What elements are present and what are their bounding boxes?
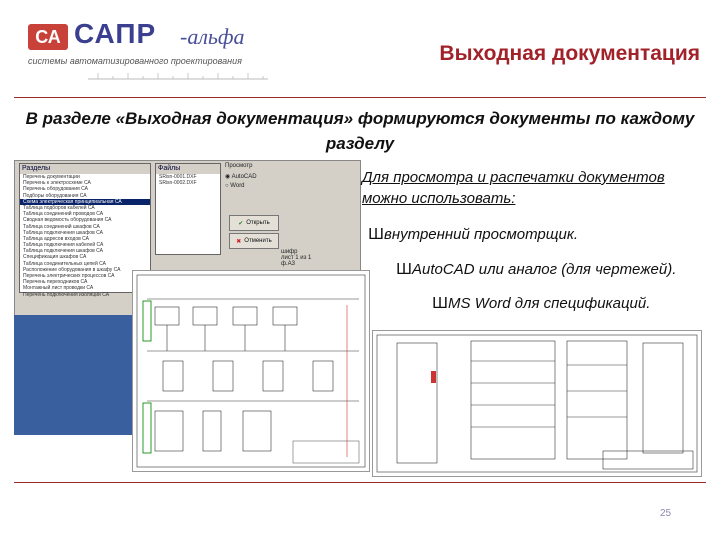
file-item[interactable]: SRisn-0001.DXF: [159, 174, 197, 180]
section-item[interactable]: Таблица адресов входов СА: [23, 235, 89, 242]
document-info: [281, 249, 311, 267]
info-line: лист 1 из 1: [281, 255, 312, 261]
page-number: 25: [660, 508, 672, 519]
logo: [28, 18, 268, 82]
viewer-label: Просмотр: [225, 163, 253, 169]
cabinet-drawing-preview: [372, 330, 702, 477]
section-item[interactable]: Перечень оборудования СА: [23, 186, 88, 193]
check-icon: ✔: [238, 220, 244, 227]
bullet-text: MS Word для спецификаций.: [448, 295, 651, 312]
section-item[interactable]: Перечень переходников СА: [23, 279, 88, 286]
section-item[interactable]: Таблица подключения шкафов СА: [23, 229, 103, 236]
section-item[interactable]: Таблица подключения кабелей СА: [23, 242, 104, 249]
bullet-internal-viewer: [368, 225, 578, 243]
section-item[interactable]: Перечень к электросхеме СА: [23, 180, 91, 187]
open-button-label: Открыть: [246, 220, 270, 226]
section-item[interactable]: Спецификация шкафов СА: [23, 254, 87, 261]
logo-suffix: -альфа: [180, 24, 245, 49]
logo-ruler-decoration: [88, 70, 268, 80]
section-item[interactable]: Таблица соединительных цепей СА: [23, 260, 106, 267]
section-item[interactable]: Таблица соединений шкафов СА: [23, 223, 100, 230]
section-item[interactable]: Таблица соединений проводов СА: [23, 211, 104, 218]
howto-text: Для просмотра и распечатки документов можно использовать:: [362, 169, 665, 207]
viewer-option-label: Word: [230, 183, 245, 189]
slide-title: Выходная документация: [439, 42, 700, 65]
section-item[interactable]: Таблица подборов кабелей СА: [23, 204, 95, 211]
section-item[interactable]: Перечень подключения изоляции СА: [23, 291, 110, 298]
files-header: Файлы: [156, 164, 220, 174]
logo-name: САПР: [74, 18, 157, 49]
sections-rows: [20, 174, 150, 298]
info-line: шифр: [281, 249, 298, 255]
section-item[interactable]: Перечень документации: [23, 174, 80, 180]
bullet-text: AutoCAD или аналог (для чертежей).: [412, 261, 677, 278]
file-item[interactable]: SRisn-0002.DXF: [159, 180, 197, 187]
section-item[interactable]: Расположение оборудования в шкафу СА: [23, 266, 121, 273]
bullet-mark: Ш: [432, 294, 449, 312]
title-divider: [14, 97, 706, 98]
bullet-ms-word: [432, 294, 650, 312]
desktop-background: [14, 315, 132, 435]
bullet-text: внутренний просмотрщик.: [384, 226, 579, 243]
section-item[interactable]: Подборы оборудования СА: [23, 192, 87, 199]
section-item[interactable]: Монтажный лист проводки СА: [23, 285, 94, 292]
section-item[interactable]: Сводная ведомость оборудования СА: [23, 217, 112, 224]
logo-tagline: системы автоматизированного проектирования: [28, 56, 242, 66]
viewer-option-word[interactable]: ○ Word: [225, 183, 245, 189]
bullet-mark: Ш: [368, 225, 385, 243]
section-item[interactable]: Схема электрическая принципиальная СА: [20, 199, 150, 205]
files-list[interactable]: [155, 163, 221, 255]
schematic-drawing-preview: [132, 270, 370, 472]
cancel-button-label: Отменить: [244, 238, 272, 244]
viewer-option-label: AutoCAD: [231, 174, 257, 180]
cancel-button[interactable]: [229, 233, 279, 249]
open-button[interactable]: [229, 215, 279, 231]
bottom-divider: [14, 482, 706, 483]
bullet-mark: Ш: [396, 260, 413, 278]
viewer-option-autocad[interactable]: ◉ AutoCAD: [225, 174, 257, 180]
section-item[interactable]: Таблица подключения шкафов СА: [23, 248, 103, 255]
sections-header: Разделы: [20, 164, 150, 174]
cross-icon: ✖: [236, 238, 242, 245]
bullet-autocad: [396, 260, 676, 278]
logo-badge: СА: [28, 24, 68, 50]
section-item[interactable]: Перечень электрических процессов СА: [23, 273, 115, 279]
info-line: ф.А3: [281, 261, 295, 267]
intro-text: В разделе «Выходная документация» формируются документы по каждому разделу: [25, 109, 695, 153]
